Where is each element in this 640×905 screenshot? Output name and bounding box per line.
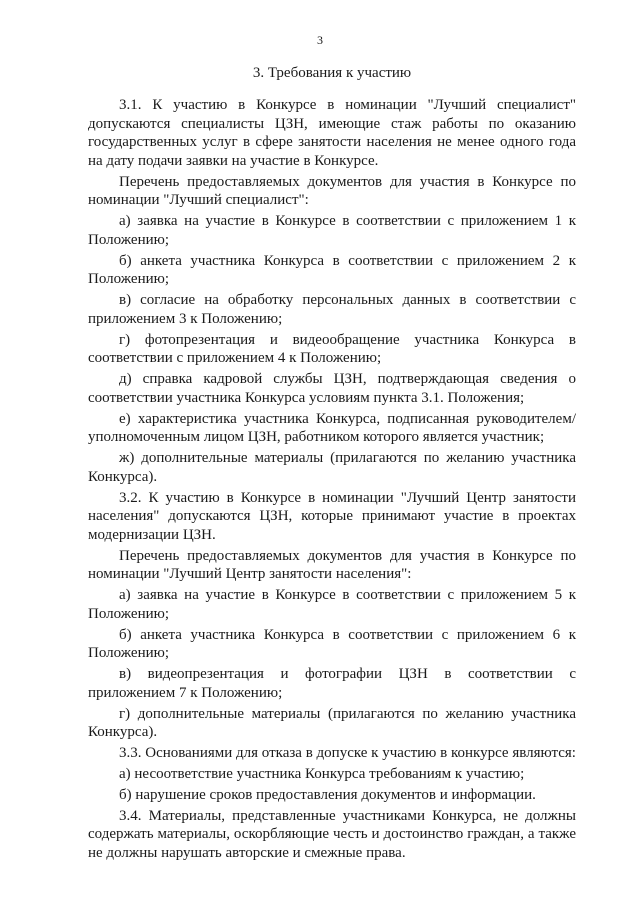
paragraph-3-2: 3.2. К участию в Конкурсе в номинации "Лучший Центр занятости населения" допускаются ЦЗН, которые принимают участие в проектах модернизации ЦЗН. [88,489,576,543]
refusal-item-b: б) нарушение сроков предоставления документов и информации. [119,786,536,803]
paragraph-3-3: 3.3. Основаниями для отказа в допуске к участию в конкурсе являются: [119,745,576,762]
list-item-g-center: г) дополнительные материалы (прилагаются по желанию участника Конкурса). [88,705,576,741]
refusal-item-a: а) несоответствие участника Конкурса требованиям к участию; [119,765,525,782]
list-item-v-center: в) видеопрезентация и фотографии ЦЗН в соответствии с приложением 7 к Положению; [88,666,576,701]
list-item-g: г) фотопрезентация и видеообращение участника Конкурса в соответствии с приложением 4 к Положению; [88,331,576,367]
list-item-a: а) заявка на участие в Конкурсе в соответствии с приложением 1 к Положению; [88,213,576,248]
list-item-b-center: б) анкета участника Конкурса в соответствии с приложением 6 к Положению; [88,626,576,662]
document-body [88,96,576,863]
list-item-a-center: а) заявка на участие в Конкурсе в соответствии с приложением 5 к Положению; [88,587,576,622]
paragraph-3-4: 3.4. Материалы, представленные участниками Конкурса, не должны содержать материалы, оскорбляющие честь и достоинство граждан, а также не должны нарушать авторские и смежные права. [88,807,576,861]
page-number: 3 [317,33,323,47]
paragraph-list-intro-specialist: Перечень предоставляемых документов для участия в Конкурсе по номинации "Лучший специалист": [88,173,576,209]
paragraph-3-1: 3.1. К участию в Конкурсе в номинации "Лучший специалист" допускаются специалисты ЦЗН, имеющие стаж работы по оказанию государственных услуг в сфере занятости населения не менее одного года на дату подачи заявки на участие в Конкурсе. [88,97,576,169]
section-title: 3. Требования к участию [252,65,412,81]
list-item-zh: ж) дополнительные материалы (прилагаются по желанию участника Конкурса). [88,450,576,485]
list-item-v: в) согласие на обработку персональных данных в соответствии с приложением 3 к Положению; [88,292,576,327]
list-item-e: е) характеристика участника Конкурса, подписанная руководителем/уполномоченным лицом ЦЗН, работником которого является участник; [88,410,576,446]
list-item-b: б) анкета участника Конкурса в соответствии с приложением 2 к Положению; [88,252,576,288]
paragraph-list-intro-center: Перечень предоставляемых документов для участия в Конкурсе по номинации "Лучший Центр занятости населения": [88,547,576,583]
list-item-d: д) справка кадровой службы ЦЗН, подтверждающая сведения о соответствии участника Конкурса условиям пункта 3.1. Положения; [88,371,576,406]
